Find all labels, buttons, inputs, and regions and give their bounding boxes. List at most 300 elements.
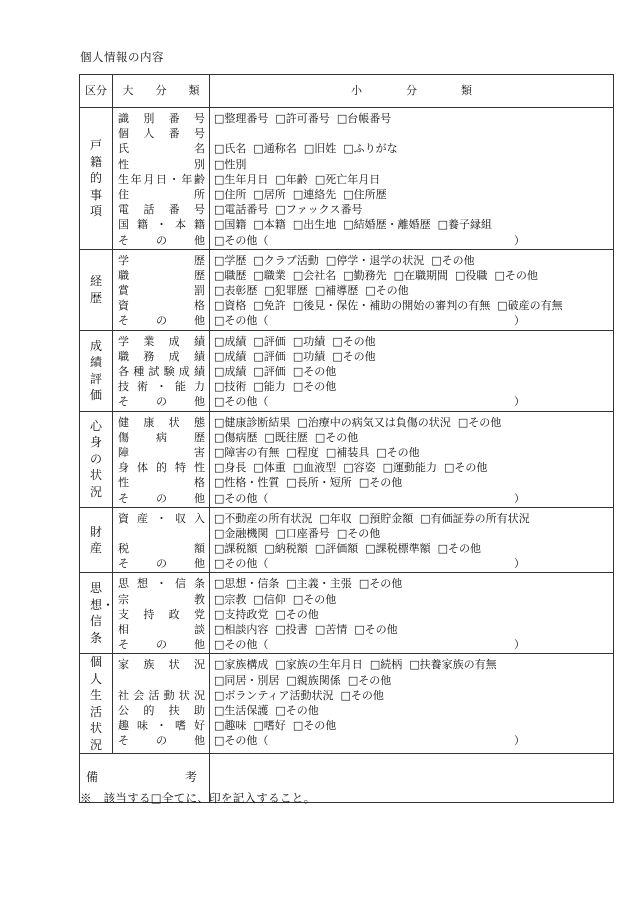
checkbox-item[interactable]: □長所・短所 — [286, 476, 352, 490]
checkbox-item[interactable]: □クラブ活動 — [253, 253, 319, 267]
major-category-char: の — [156, 314, 167, 328]
minor-category-list — [210, 412, 613, 507]
checkbox-item[interactable]: □職業 — [253, 268, 286, 282]
checkbox-item[interactable]: □性別 — [214, 157, 247, 171]
checkbox-item[interactable]: □電話番号 — [214, 203, 269, 217]
minor-category-cell — [210, 507, 614, 573]
major-category-char: そ — [118, 314, 129, 328]
minor-category-cell — [210, 654, 614, 754]
minor-category-line — [210, 541, 613, 556]
checkbox-item[interactable]: □親族関係 — [286, 673, 341, 687]
major-category-char: 職 — [118, 268, 129, 282]
major-category-item — [113, 111, 209, 126]
checkbox-item[interactable]: □血液型 — [292, 461, 337, 475]
checkbox-item[interactable]: □その他 — [275, 607, 319, 621]
minor-category-line — [210, 298, 613, 313]
group-label: 成績評価 — [90, 338, 103, 403]
major-category-char: ・ — [156, 511, 167, 525]
minor-category-line — [210, 622, 613, 637]
checkbox-item[interactable]: □補導歴 — [314, 284, 359, 298]
major-category-char: 別 — [194, 157, 205, 171]
minor-category-line — [210, 445, 613, 460]
minor-category-line — [210, 733, 613, 748]
major-category-char: 趣 — [118, 719, 129, 733]
checkbox-item[interactable]: □苦情 — [314, 623, 348, 636]
major-category-char: 好 — [194, 719, 205, 733]
checkbox-item[interactable]: □その他 — [437, 542, 482, 556]
checkbox-item[interactable]: □会社名 — [292, 268, 337, 282]
major-category-item — [113, 233, 209, 248]
major-category-char: 種 — [133, 365, 145, 378]
major-category-char: 障 — [118, 445, 129, 459]
checkbox-item[interactable]: □生活保護 — [214, 703, 269, 717]
checkbox-item[interactable]: □出生地 — [292, 218, 337, 232]
major-category-item — [113, 157, 209, 172]
checkbox-item[interactable]: □氏名 — [214, 142, 247, 156]
major-category-char: 各 — [118, 365, 129, 378]
checkbox-item[interactable]: □その他 — [314, 430, 359, 444]
checkbox-item[interactable]: □国籍 — [214, 218, 247, 232]
major-category-char: 状 — [178, 688, 190, 702]
major-category-item — [113, 703, 209, 718]
major-category-char: 扶 — [168, 703, 180, 717]
checkbox-item[interactable]: □不動産の所有状況 — [214, 511, 313, 525]
minor-category-line — [210, 202, 613, 217]
major-category-item — [113, 657, 209, 672]
checkbox-item[interactable]: □信仰 — [253, 592, 286, 606]
major-category-char: 電 — [118, 203, 129, 217]
minor-category-line — [210, 703, 613, 718]
checkbox-item[interactable]: □免許 — [253, 299, 286, 313]
major-category-char: 格 — [194, 299, 205, 313]
checkbox-item[interactable]: □その他 — [431, 253, 475, 267]
checkbox-item[interactable]: □その他 — [354, 623, 398, 636]
checkbox-item[interactable]: □ファックス番号 — [275, 203, 363, 217]
checkbox-item[interactable]: □その他 — [365, 284, 409, 298]
major-category-char: 職 — [118, 349, 129, 363]
category-group-row — [80, 573, 614, 654]
checkbox-item[interactable]: □技術 — [214, 380, 247, 394]
major-category-char: 番 — [168, 203, 180, 217]
checkbox-item[interactable]: □勤務先 — [343, 268, 387, 282]
checkbox-item[interactable]: □成績 — [214, 334, 247, 348]
checkbox-item[interactable]: □その他 — [494, 268, 538, 282]
major-category-char: 生 — [118, 172, 129, 186]
minor-category-line — [210, 379, 613, 394]
other-close-paren: ） — [514, 638, 525, 652]
major-category-item — [113, 217, 209, 232]
major-category-item — [113, 394, 209, 409]
checkbox-item[interactable]: □程度 — [286, 445, 319, 459]
major-category-item — [113, 556, 209, 571]
major-category-char: 社 — [118, 688, 129, 702]
minor-category-line — [210, 576, 613, 591]
other-checkbox-label[interactable]: □その他（ — [214, 233, 269, 247]
major-category-char: ・ — [156, 380, 167, 394]
major-category-cell — [113, 249, 210, 330]
group-label-cell — [80, 108, 113, 250]
checkbox-item[interactable]: □続柄 — [369, 658, 403, 672]
major-category-item — [113, 313, 209, 328]
checkbox-item[interactable]: □その他 — [457, 415, 502, 429]
checkbox-item[interactable]: □その他 — [336, 526, 381, 540]
group-label-cell — [80, 249, 113, 330]
other-checkbox-label[interactable]: □その他（ — [214, 557, 269, 571]
checkbox-item[interactable]: □養子縁組 — [437, 218, 493, 232]
major-category-char: の — [156, 233, 167, 247]
checkbox-item[interactable]: □趣味 — [214, 719, 247, 733]
checkbox-item[interactable]: □その他 — [347, 673, 392, 687]
major-category-char: 務 — [143, 349, 155, 363]
checkbox-item[interactable]: □その他 — [275, 703, 319, 717]
group-label: 経歴 — [90, 274, 103, 305]
major-category-item — [113, 253, 209, 268]
major-category-item — [113, 430, 209, 445]
major-category-char: 族 — [143, 658, 155, 672]
major-category-char: 号 — [193, 112, 205, 125]
checkbox-item[interactable]: □その他 — [358, 577, 403, 591]
minor-category-line — [210, 718, 613, 733]
major-category-char: 家 — [118, 658, 129, 672]
major-category-char: 条 — [194, 577, 205, 591]
checkbox-item[interactable]: □後見・保佐・補助の開始の審判の有無 — [292, 299, 491, 313]
checkbox-item[interactable]: □傷病歴 — [214, 430, 258, 444]
checkbox-item[interactable]: □口座番号 — [275, 526, 330, 540]
major-category-char: の — [156, 638, 167, 652]
minor-category-line — [210, 126, 613, 141]
minor-category-cell — [210, 573, 614, 654]
checkbox-item[interactable]: □その他 — [292, 380, 337, 394]
checkbox-item[interactable]: □体重 — [253, 461, 286, 475]
footnote: ※ 該当する□全てに、印を記入すること。 — [80, 791, 316, 805]
major-category-char: 術 — [137, 380, 148, 394]
minor-category-cell — [210, 411, 614, 507]
major-category-list — [113, 508, 209, 573]
major-category-char: 年 — [130, 172, 142, 186]
minor-category-line — [210, 657, 613, 672]
other-checkbox-label[interactable]: □その他（ — [214, 491, 269, 505]
major-category-char: 学 — [118, 253, 129, 267]
major-category-char: 害 — [194, 445, 205, 459]
checkbox-item[interactable]: □その他 — [444, 461, 488, 475]
checkbox-item[interactable]: □主義・主張 — [286, 577, 352, 591]
checkbox-item[interactable]: □その他 — [332, 349, 376, 363]
major-category-cell — [113, 330, 210, 411]
checkbox-item[interactable]: □ふりがな — [343, 142, 398, 156]
other-close-paren: ） — [514, 233, 525, 247]
checkbox-item[interactable]: □通称名 — [253, 142, 297, 156]
major-category-char: 他 — [194, 638, 205, 652]
major-category-cell — [113, 507, 210, 573]
other-close-paren: ） — [514, 491, 525, 505]
checkbox-item[interactable]: □職歴 — [214, 268, 247, 282]
major-category-char: 特 — [175, 461, 186, 475]
major-category-item — [113, 733, 209, 748]
checkbox-item[interactable]: □整理番号 — [214, 112, 269, 125]
major-category-char: 病 — [156, 430, 167, 444]
minor-category-line — [210, 637, 613, 652]
major-category-char: 資 — [118, 511, 129, 525]
checkbox-item[interactable]: □連絡先 — [292, 187, 337, 201]
major-category-char: 収 — [175, 511, 186, 525]
checkbox-item[interactable]: □台帳番号 — [336, 112, 392, 125]
major-category-char: 齢 — [193, 172, 205, 186]
checkbox-item[interactable]: □在職期間 — [393, 268, 449, 282]
major-category-char: 性 — [118, 476, 129, 490]
major-category-char: 氏 — [118, 142, 129, 156]
checkbox-item[interactable]: □学歴 — [214, 253, 247, 267]
checkbox-item[interactable]: □死亡年月日 — [314, 172, 381, 186]
checkbox-item[interactable]: □生年月日 — [214, 172, 269, 186]
major-category-char: の — [156, 557, 167, 571]
group-label: 財産 — [90, 524, 103, 556]
other-checkbox-label[interactable]: □その他（ — [214, 734, 269, 748]
major-category-char: 想 — [137, 577, 148, 591]
major-category-char: 歴 — [194, 268, 205, 282]
major-category-char: 状 — [168, 415, 180, 429]
major-category-item — [113, 445, 209, 460]
minor-category-line — [210, 475, 613, 490]
checkbox-item[interactable]: □結婚歴・離婚歴 — [343, 218, 431, 232]
minor-category-line — [210, 111, 613, 126]
checkbox-item[interactable]: □停学・退学の状況 — [325, 253, 425, 267]
other-checkbox-label[interactable]: □その他（ — [214, 314, 269, 328]
major-category-item — [113, 622, 209, 637]
category-group-row — [80, 108, 614, 250]
minor-category-cell — [210, 108, 614, 250]
major-category-item — [113, 379, 209, 394]
category-group-row — [80, 654, 614, 754]
checkbox-item[interactable]: □納税額 — [264, 542, 308, 556]
checkbox-item[interactable]: □役職 — [455, 268, 488, 282]
checkbox-item[interactable]: □表彰歴 — [214, 284, 258, 298]
other-close-paren: ） — [514, 314, 525, 328]
major-category-char: 学 — [118, 334, 129, 348]
major-category-char: 政 — [168, 607, 180, 621]
checkbox-item[interactable]: □性格・性質 — [214, 476, 280, 490]
checkbox-item[interactable]: □成績 — [214, 349, 247, 363]
checkbox-item[interactable]: □健康診断結果 — [214, 415, 291, 429]
major-category-char: そ — [118, 557, 129, 571]
checkbox-item[interactable]: □住所歴 — [343, 187, 387, 201]
other-close-paren: ） — [514, 557, 525, 571]
major-category-char: 健 — [118, 415, 129, 429]
major-category-char: そ — [118, 491, 129, 505]
major-category-char: 月 — [143, 172, 155, 186]
major-category-char: 信 — [175, 577, 186, 591]
checkbox-item[interactable]: □治療中の病気又は負傷の状況 — [297, 415, 451, 429]
major-category-item — [113, 637, 209, 652]
major-category-item — [113, 172, 209, 187]
major-category-char: 賞 — [118, 284, 129, 298]
major-category-item — [113, 298, 209, 313]
other-close-paren: ） — [514, 395, 525, 409]
minor-category-line — [210, 334, 613, 349]
checkbox-item[interactable]: □評価 — [253, 334, 286, 348]
checkbox-item[interactable]: □同居・別居 — [214, 673, 280, 687]
major-category-char: 格 — [194, 476, 205, 490]
group-label-cell — [80, 411, 113, 507]
major-category-list — [113, 412, 209, 507]
checkbox-item[interactable]: □扶養家族の有無 — [409, 658, 497, 672]
major-category-list — [113, 108, 209, 249]
minor-category-line — [210, 141, 613, 156]
major-category-cell — [113, 654, 210, 754]
major-category-char: 日 — [155, 172, 167, 186]
category-group-row — [80, 411, 614, 507]
checkbox-item[interactable]: □容姿 — [343, 461, 376, 475]
checkbox-item[interactable]: □本籍 — [253, 218, 286, 232]
checkbox-item[interactable]: □功績 — [292, 334, 326, 348]
major-category-item — [113, 491, 209, 506]
major-category-char: 味 — [137, 719, 148, 733]
checkbox-item[interactable]: □犯罪歴 — [264, 284, 308, 298]
checkbox-item[interactable]: □評価 — [253, 365, 286, 378]
minor-category-line — [210, 253, 613, 268]
checkbox-item[interactable]: □嗜好 — [253, 719, 286, 733]
checkbox-item[interactable]: □許可番号 — [275, 112, 330, 125]
checkbox-item[interactable]: □その他 — [292, 719, 337, 733]
minor-category-line — [210, 556, 613, 571]
minor-category-cell — [210, 330, 614, 411]
checkbox-item[interactable]: □障害の有無 — [214, 445, 280, 459]
minor-category-line — [210, 394, 613, 409]
minor-category-line — [210, 172, 613, 187]
checkbox-item[interactable]: □既往歴 — [264, 430, 308, 444]
major-category-char: 性 — [118, 157, 129, 171]
major-category-char: 身 — [118, 461, 129, 475]
major-category-char: 持 — [143, 607, 155, 621]
checkbox-item[interactable]: □資格 — [214, 299, 247, 313]
major-category-char: 籍 — [137, 218, 148, 232]
major-category-item — [113, 526, 209, 541]
checkbox-item[interactable]: □その他 — [376, 445, 420, 459]
checkbox-item[interactable]: □支持政党 — [214, 607, 269, 621]
minor-category-line — [210, 187, 613, 202]
major-category-char: 支 — [118, 607, 129, 621]
checkbox-item[interactable]: □金融機関 — [214, 526, 269, 540]
major-category-char: 況 — [193, 688, 205, 702]
major-category-char: 試 — [148, 365, 160, 378]
minor-category-list — [210, 108, 613, 249]
page-title: 個人情報の内容 — [80, 50, 164, 64]
checkbox-item[interactable]: □成績 — [214, 365, 247, 378]
major-category-char: 他 — [194, 734, 205, 748]
major-category-cell — [113, 411, 210, 507]
checkbox-item[interactable]: □年収 — [319, 511, 352, 525]
major-category-char: 別 — [143, 112, 155, 125]
major-category-char: ・ — [156, 218, 167, 232]
checkbox-item[interactable]: □年齢 — [275, 172, 308, 186]
major-category-char: 成 — [178, 365, 190, 378]
major-category-item — [113, 592, 209, 607]
minor-category-line — [210, 592, 613, 607]
major-category-char: 本 — [175, 218, 186, 232]
checkbox-item[interactable]: □住所 — [214, 187, 247, 201]
major-category-char: 成 — [168, 334, 180, 348]
minor-category-line — [210, 526, 613, 541]
checkbox-item[interactable]: □その他 — [292, 592, 337, 606]
major-category-char: 体 — [137, 461, 148, 475]
minor-category-list — [210, 573, 613, 653]
checkbox-item[interactable]: □ボランティア活動状況 — [214, 688, 334, 702]
major-category-char: 号 — [193, 127, 205, 141]
major-category-char: 談 — [194, 623, 205, 636]
major-category-list — [113, 654, 209, 749]
table-header-row — [80, 75, 614, 108]
major-category-item — [113, 334, 209, 349]
major-category-char: 額 — [194, 542, 205, 556]
major-category-char: そ — [118, 395, 129, 409]
major-category-char: 験 — [163, 365, 175, 378]
checkbox-item[interactable]: □評価 — [253, 349, 286, 363]
group-label-cell — [80, 573, 113, 654]
checkbox-item[interactable]: □宗教 — [214, 592, 247, 606]
minor-category-line — [210, 430, 613, 445]
major-category-char: そ — [118, 638, 129, 652]
checkbox-item[interactable]: □身長 — [214, 461, 247, 475]
minor-category-line — [210, 460, 613, 475]
group-label: 戸籍的事項 — [90, 138, 103, 219]
major-category-char: そ — [118, 734, 129, 748]
major-category-char: 態 — [193, 415, 205, 429]
checkbox-item[interactable]: □家族構成 — [214, 658, 269, 672]
major-category-item — [113, 364, 209, 379]
checkbox-item[interactable]: □課税標準額 — [365, 542, 431, 556]
major-category-char: 識 — [118, 112, 129, 125]
checkbox-item[interactable]: □投書 — [275, 623, 308, 636]
major-category-char: 助 — [193, 703, 205, 717]
major-category-char: 罰 — [194, 284, 205, 298]
checkbox-item[interactable]: □運動能力 — [382, 461, 438, 475]
minor-category-line — [210, 217, 613, 232]
major-category-char: 話 — [143, 203, 155, 217]
checkbox-item[interactable]: □その他 — [332, 334, 376, 348]
checkbox-item[interactable]: □その他 — [292, 365, 337, 378]
checkbox-item[interactable]: □その他 — [358, 476, 403, 490]
major-category-char: 活 — [148, 688, 160, 702]
checkbox-item[interactable]: □補装具 — [325, 445, 370, 459]
checkbox-item[interactable]: □相談内容 — [214, 623, 269, 636]
major-category-char: 党 — [193, 607, 205, 621]
checkbox-item[interactable]: □思想・信条 — [214, 577, 280, 591]
checkbox-item[interactable]: □能力 — [253, 380, 286, 394]
other-checkbox-label[interactable]: □その他（ — [214, 395, 269, 409]
checkbox-item[interactable]: □旧姓 — [303, 142, 337, 156]
checkbox-item[interactable]: □家族の生年月日 — [275, 658, 363, 672]
minor-category-line — [210, 268, 613, 283]
other-checkbox-label[interactable]: □その他（ — [214, 638, 269, 652]
major-category-char: 他 — [194, 395, 205, 409]
minor-category-line — [210, 688, 613, 703]
checkbox-item[interactable]: □預貯金額 — [358, 511, 414, 525]
checkbox-item[interactable]: □破産の有無 — [497, 299, 563, 313]
checkbox-item[interactable]: □課税額 — [214, 542, 258, 556]
checkbox-item[interactable]: □評価額 — [314, 542, 359, 556]
minor-category-line — [210, 491, 613, 506]
major-category-char: 能 — [175, 380, 186, 394]
checkbox-item[interactable]: □功績 — [292, 349, 326, 363]
major-category-char: 年 — [181, 172, 193, 186]
checkbox-item[interactable]: □居所 — [253, 187, 286, 201]
group-label: 思想・信条 — [90, 581, 115, 645]
checkbox-item[interactable]: □有価証券の所有状況 — [420, 511, 530, 525]
major-category-char: 宗 — [118, 592, 129, 606]
major-category-char: の — [156, 734, 167, 748]
major-category-item — [113, 202, 209, 217]
checkbox-item[interactable]: □その他 — [340, 688, 384, 702]
major-category-list — [113, 331, 209, 411]
